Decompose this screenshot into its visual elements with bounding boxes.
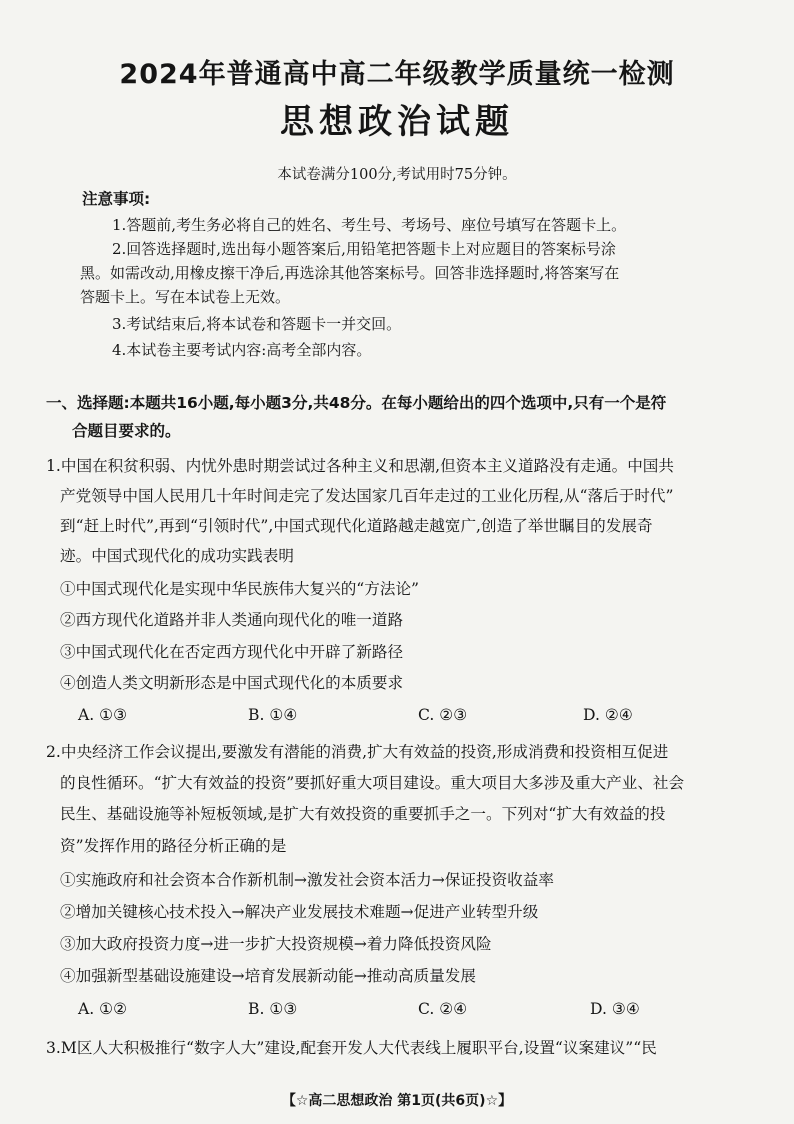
section-heading-line: 合题目要求的。 bbox=[72, 422, 181, 440]
section-heading bbox=[46, 389, 766, 445]
option-c: C. ②③ bbox=[418, 706, 468, 724]
exam-info: 本试卷满分100分,考试用时75分钟。 bbox=[277, 167, 517, 183]
section-heading-line: 一、选择题:本题共16小题,每小题3分,共48分。在每小题给出的四个选项中,只有一个是符 bbox=[46, 394, 667, 412]
option-b: B. ①③ bbox=[248, 1000, 298, 1018]
question-stem-line: 迹。中国式现代化的成功实践表明 bbox=[60, 547, 294, 565]
question-stem-line: 产党领导中国人民用几十年时间走完了发达国家几百年走过的工业化历程,从“落后于时代” bbox=[60, 487, 674, 505]
question-item: ②西方现代化道路并非人类通向现代化的唯一道路 bbox=[60, 611, 404, 629]
note-line: 1.答题前,考生务必将自己的姓名、考生号、考场号、座位号填写在答题卡上。 bbox=[112, 216, 627, 234]
question-item: ③加大政府投资力度→进一步扩大投资规模→着力降低投资风险 bbox=[60, 935, 492, 953]
question-stem-line: 民生、基础设施等补短板领域,是扩大有效投资的重要抓手之一。下列对“扩大有效益的投 bbox=[60, 805, 666, 823]
page-footer: 【☆高二思想政治 第1页(共6页)☆】 bbox=[281, 1093, 513, 1109]
question-stem-line: 2.中央经济工作会议提出,要激发有潜能的消费,扩大有效益的投资,形成消费和投资相互促进 bbox=[46, 743, 669, 761]
notes-title: 注意事项: bbox=[82, 190, 151, 208]
option-b: B. ①④ bbox=[248, 706, 298, 724]
question-stem-line: 到“赶上时代”,再到“引领时代”,中国式现代化道路越走越宽广,创造了举世瞩目的发展奇 bbox=[60, 517, 653, 535]
question-item: ①中国式现代化是实现中华民族伟大复兴的“方法论” bbox=[60, 580, 420, 598]
question-stem-line: 1.中国在积贫积弱、内忧外患时期尝试过各种主义和思潮,但资本主义道路没有走通。中国共 bbox=[46, 457, 674, 475]
note-line: 2.回答选择题时,选出每小题答案后,用铅笔把答题卡上对应题目的答案标号涂 bbox=[112, 240, 616, 258]
question-item: ③中国式现代化在否定西方现代化中开辟了新路径 bbox=[60, 643, 404, 661]
option-c: C. ②④ bbox=[418, 1000, 468, 1018]
note-line: 3.考试结束后,将本试卷和答题卡一并交回。 bbox=[112, 315, 402, 333]
question-stem-line: 资”发挥作用的路径分析正确的是 bbox=[60, 837, 287, 855]
subject-title: 思想政治试题 bbox=[280, 102, 514, 142]
option-d: D. ②④ bbox=[583, 706, 633, 724]
question-item: ④创造人类文明新形态是中国式现代化的本质要求 bbox=[60, 674, 404, 692]
question-stem-line: 3.M区人大积极推行“数字人大”建设,配套开发人大代表线上履职平台,设置“议案建议”“民 bbox=[46, 1039, 657, 1057]
option-d: D. ③④ bbox=[590, 1000, 640, 1018]
exam-title: 2024年普通高中高二年级教学质量统一检测 bbox=[119, 59, 675, 90]
note-line: 答题卡上。写在本试卷上无效。 bbox=[80, 288, 291, 306]
option-a: A. ①③ bbox=[78, 706, 128, 724]
note-line: 4.本试卷主要考试内容:高考全部内容。 bbox=[112, 341, 372, 359]
note-line: 黑。如需改动,用橡皮擦干净后,再选涂其他答案标号。回答非选择题时,将答案写在 bbox=[80, 264, 620, 282]
option-a: A. ①② bbox=[78, 1000, 128, 1018]
question-item: ①实施政府和社会资本合作新机制→激发社会资本活力→保证投资收益率 bbox=[60, 871, 554, 889]
question-item: ④加强新型基础设施建设→培育发展新动能→推动高质量发展 bbox=[60, 967, 476, 985]
question-stem-line: 的良性循环。“扩大有效益的投资”要抓好重大项目建设。重大项目大多涉及重大产业、社会 bbox=[60, 774, 685, 792]
question-item: ②增加关键核心技术投入→解决产业发展技术难题→促进产业转型升级 bbox=[60, 903, 539, 921]
